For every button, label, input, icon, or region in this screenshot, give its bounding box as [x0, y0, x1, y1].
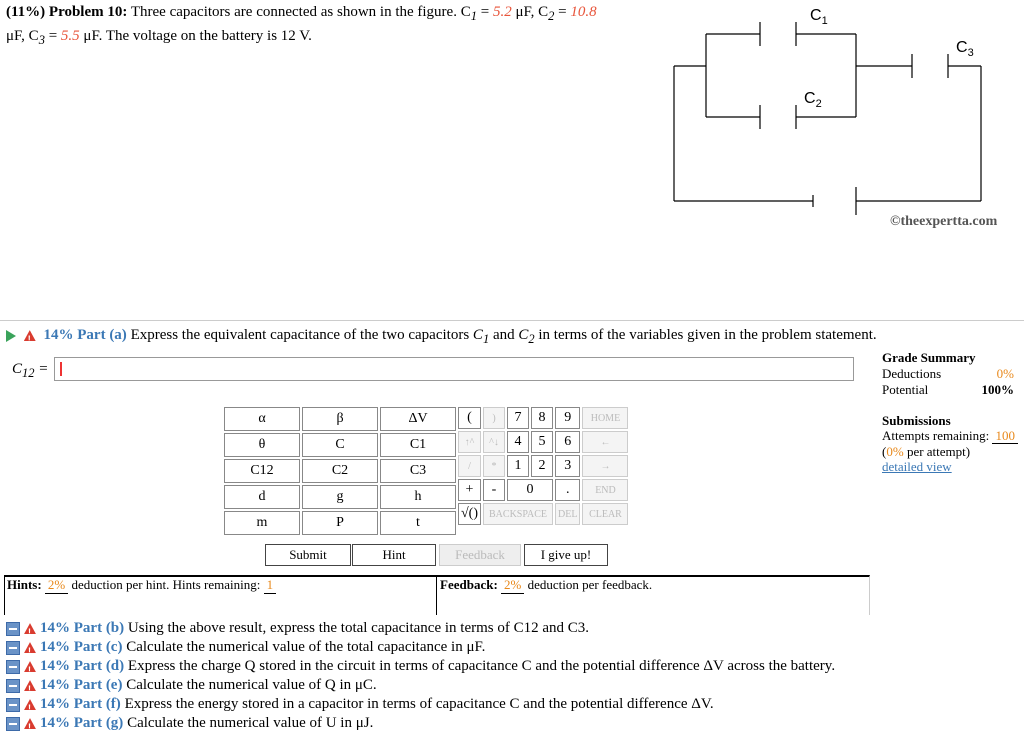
part-e-label[interactable]: 14% Part (e) — [40, 677, 123, 693]
eq3: = — [44, 28, 61, 44]
key-0[interactable]: 0 — [507, 479, 553, 501]
attempts-value: 100 — [992, 428, 1018, 444]
text-cursor — [60, 362, 62, 376]
deductions-value: 0% — [996, 366, 1014, 381]
part-row[interactable] — [6, 695, 835, 714]
warning-icon — [24, 699, 36, 710]
key-minus[interactable]: - — [483, 479, 505, 501]
eq1: = — [476, 4, 493, 20]
key-2[interactable]: 2 — [531, 455, 553, 477]
part-row[interactable] — [6, 714, 835, 733]
key-c[interactable]: C — [302, 433, 378, 457]
collapse-icon[interactable] — [6, 660, 20, 674]
part-d-label[interactable]: 14% Part (d) — [40, 658, 125, 674]
key-home[interactable]: HOME — [582, 407, 628, 429]
part-row[interactable] — [6, 676, 835, 695]
key-end[interactable]: END — [582, 479, 628, 501]
feedback-button[interactable]: Feedback — [439, 544, 521, 566]
feedback-deduction: 2% — [501, 577, 524, 594]
hints-bar — [4, 575, 436, 615]
submissions-title: Submissions — [882, 413, 951, 428]
key-sqrt[interactable]: √() — [458, 503, 481, 525]
key-g[interactable]: g — [302, 485, 378, 509]
key-d[interactable]: d — [224, 485, 300, 509]
c1-value: 5.2 — [492, 4, 512, 20]
grade-summary-title: Grade Summary — [882, 350, 976, 365]
submit-button[interactable]: Submit — [265, 544, 351, 566]
part-row[interactable] — [6, 619, 835, 638]
problem-text-end: μF. The voltage on the battery is 12 V. — [79, 28, 312, 44]
part-b-text: Using the above result, express the total capacitance in terms of C12 and C3. — [127, 620, 590, 636]
hints-text: deduction per hint. Hints remaining: — [68, 577, 264, 592]
key-7[interactable]: 7 — [507, 407, 529, 429]
key-open-paren[interactable]: ( — [458, 407, 481, 429]
part-d-text: Express the charge Q stored in the circuit in terms of capacitance C and the potential difference ΔV across the battery. — [127, 658, 836, 674]
other-parts-list — [6, 619, 835, 733]
part-g-label[interactable]: 14% Part (g) — [40, 715, 124, 731]
answer-input[interactable] — [54, 357, 854, 381]
c1-label: $C_1$ — [810, 7, 828, 27]
key-6[interactable]: 6 — [555, 431, 580, 453]
part-a-c2: C — [518, 327, 529, 343]
key-backspace[interactable]: BACKSPACE — [483, 503, 553, 525]
copyright-text: ©theexpertta.com — [890, 214, 998, 229]
warning-icon — [24, 330, 36, 341]
c2-label: $C_2$ — [804, 90, 822, 110]
hint-button[interactable]: Hint — [352, 544, 436, 566]
unit1: μF, C — [511, 4, 549, 20]
key-multiply[interactable]: * — [483, 455, 505, 477]
submissions-panel — [882, 413, 1018, 474]
part-c-text: Calculate the numerical value of the total capacitance in μF. — [126, 639, 486, 655]
key-delta-v[interactable]: ΔV — [380, 407, 456, 431]
deductions-label: Deductions — [882, 366, 942, 381]
problem-statement — [6, 2, 646, 50]
detailed-view-link[interactable]: detailed view — [882, 459, 952, 474]
part-a-header — [6, 326, 877, 348]
key-p[interactable]: P — [302, 511, 378, 535]
key-theta[interactable]: θ — [224, 433, 300, 457]
warning-icon — [24, 623, 36, 634]
c2-sub: 2 — [548, 9, 555, 23]
part-row[interactable] — [6, 657, 835, 676]
collapse-icon[interactable] — [6, 717, 20, 731]
collapse-icon[interactable] — [6, 679, 20, 693]
answer-sub: 12 — [22, 366, 35, 380]
problem-number: (11%) Problem 10: — [6, 4, 128, 20]
key-right-arrow[interactable]: → — [582, 455, 628, 477]
part-g-text: Calculate the numerical value of U in μJ. — [127, 715, 374, 731]
key-del[interactable]: DEL — [555, 503, 580, 525]
part-f-label[interactable]: 14% Part (f) — [40, 696, 121, 712]
part-row[interactable] — [6, 638, 835, 657]
key-divide[interactable]: / — [458, 455, 481, 477]
grade-summary — [882, 350, 1014, 398]
key-9[interactable]: 9 — [555, 407, 580, 429]
warning-icon — [24, 718, 36, 729]
key-5[interactable]: 5 — [531, 431, 553, 453]
part-e-text: Calculate the numerical value of Q in μC. — [126, 677, 377, 693]
answer-var: C — [12, 361, 23, 377]
key-c12[interactable]: C12 — [224, 459, 300, 483]
feedback-text: deduction per feedback. — [524, 577, 653, 592]
hints-deduction: 2% — [45, 577, 68, 594]
c2-value: 10.8 — [570, 4, 597, 20]
eq2: = — [554, 4, 571, 20]
hints-remaining: 1 — [264, 577, 277, 594]
key-t[interactable]: t — [380, 511, 456, 535]
expand-arrow-icon[interactable] — [6, 330, 16, 342]
part-a-and: and — [489, 327, 519, 343]
key-alpha[interactable]: α — [224, 407, 300, 431]
part-a-prompt-end: in terms of the variables given in the problem statement. — [534, 327, 877, 343]
part-a-c1-sub: 1 — [482, 332, 490, 346]
problem-text: Three capacitors are connected as shown in the figure. C — [130, 4, 471, 20]
answer-eq: = — [34, 361, 49, 377]
key-clear[interactable]: CLEAR — [582, 503, 628, 525]
attempts-label: Attempts remaining: — [882, 428, 993, 443]
c3-value: 5.5 — [60, 28, 80, 44]
part-f-text: Express the energy stored in a capacitor in terms of capacitance C and the potential difference ΔV. — [124, 696, 714, 712]
key-plus[interactable]: + — [458, 479, 481, 501]
key-h[interactable]: h — [380, 485, 456, 509]
potential-label: Potential — [882, 382, 929, 397]
key-3[interactable]: 3 — [555, 455, 580, 477]
collapse-icon[interactable] — [6, 641, 20, 655]
key-dot[interactable]: . — [555, 479, 580, 501]
per-attempt-value: 0% — [886, 444, 904, 459]
numeric-keypad — [456, 405, 630, 527]
give-up-button[interactable]: I give up! — [524, 544, 608, 566]
key-1[interactable]: 1 — [507, 455, 529, 477]
collapse-icon[interactable] — [6, 698, 20, 712]
feedback-label: Feedback: — [440, 577, 498, 592]
part-a-c2-sub: 2 — [528, 332, 535, 346]
c1-sub: 1 — [470, 9, 477, 23]
key-close-paren[interactable]: ) — [483, 407, 505, 429]
key-4[interactable]: 4 — [507, 431, 529, 453]
potential-value: 100% — [981, 382, 1014, 397]
answer-label — [12, 361, 48, 381]
part-a-prompt: Express the equivalent capacitance of the two capacitors — [130, 327, 473, 343]
key-c1[interactable]: C1 — [380, 433, 456, 457]
warning-icon — [24, 661, 36, 672]
key-beta[interactable]: β — [302, 407, 378, 431]
warning-icon — [24, 680, 36, 691]
per-attempt-label: per attempt) — [903, 444, 971, 459]
part-c-label[interactable]: 14% Part (c) — [40, 639, 123, 655]
part-a-label[interactable]: 14% Part (a) — [43, 327, 127, 343]
hints-label: Hints: — [7, 577, 42, 592]
key-8[interactable]: 8 — [531, 407, 553, 429]
feedback-bar — [436, 575, 870, 615]
variable-keypad — [222, 405, 458, 537]
collapse-icon[interactable] — [6, 622, 20, 636]
key-c3[interactable]: C3 — [380, 459, 456, 483]
part-b-label[interactable]: 14% Part (b) — [40, 620, 125, 636]
c3-label: $C_3$ — [956, 39, 974, 59]
key-superscript[interactable]: ↑^ — [458, 431, 481, 453]
unit2: μF, C — [6, 28, 39, 44]
key-subscript[interactable]: ^↓ — [483, 431, 505, 453]
warning-icon — [24, 642, 36, 653]
circuit-diagram — [660, 0, 1024, 240]
paren: ( — [882, 444, 887, 459]
key-left-arrow[interactable]: ← — [582, 431, 628, 453]
key-c2[interactable]: C2 — [302, 459, 378, 483]
c3-sub: 3 — [38, 33, 45, 47]
part-a-c1: C — [472, 327, 483, 343]
key-m[interactable]: m — [224, 511, 300, 535]
